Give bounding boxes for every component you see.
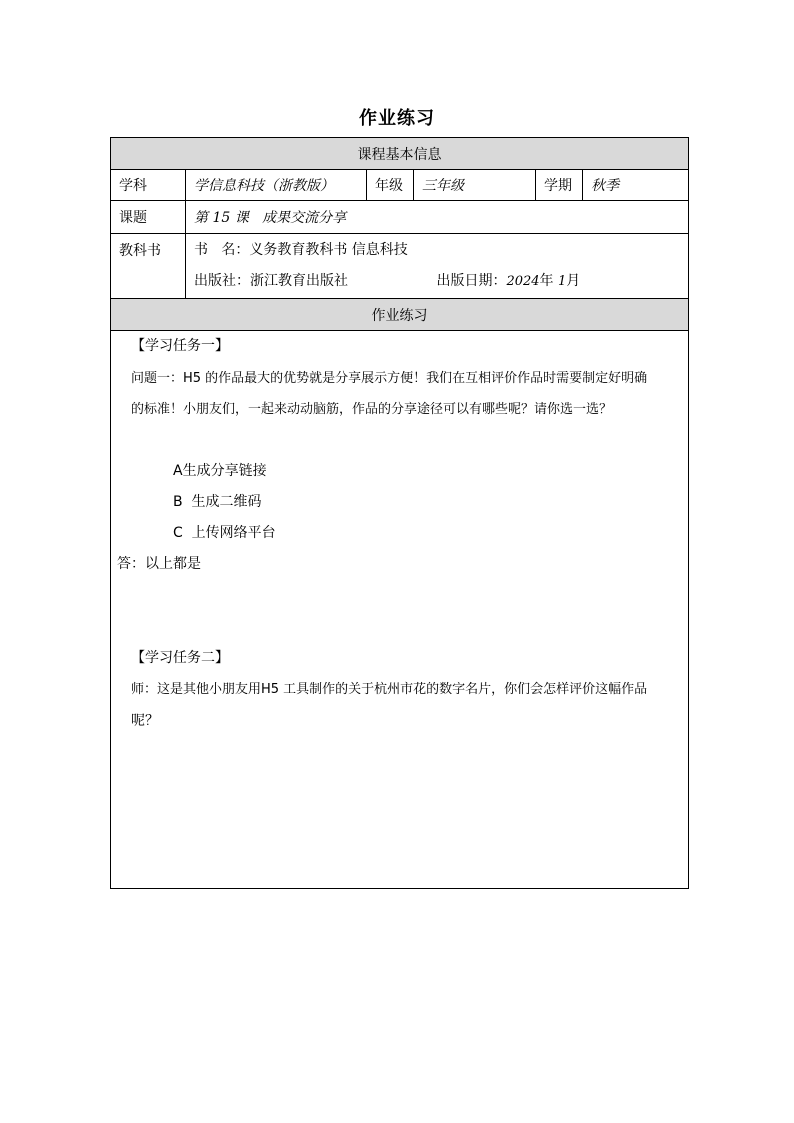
option-a: A生成分享链接 xyxy=(173,463,267,479)
lesson-value: 第 15 课 成果交流分享 xyxy=(186,201,689,234)
pub-date-month: 1 xyxy=(558,274,567,289)
task2-question-line1: 师：这是其他小朋友用H5 工具制作的关于杭州市花的数字名片，你们会怎样评价这幅作品 xyxy=(131,682,648,697)
book-name-line xyxy=(194,235,680,266)
pub-date-year-unit: 年 xyxy=(539,273,554,289)
basic-info-header: 课程基本信息 xyxy=(111,138,689,170)
option-c: C 上传网络平台 xyxy=(173,525,276,541)
pub-date-year: 2024 xyxy=(506,274,540,289)
subject-label: 学科 xyxy=(111,170,186,201)
term-value: 秋季 xyxy=(583,170,689,201)
task2-title: 【学习任务二】 xyxy=(131,650,229,666)
lesson-label: 课题 xyxy=(111,201,186,234)
grade-label: 年级 xyxy=(367,170,414,201)
task1-answer: 答：以上都是 xyxy=(117,556,201,572)
textbook-label: 教科书 xyxy=(111,234,186,299)
option-b: B 生成二维码 xyxy=(173,494,262,510)
pub-date-label: 出版日期： xyxy=(436,273,507,289)
book-name-value: 义务教育教科书 信息科技 xyxy=(249,242,408,258)
pub-date-month-unit: 月 xyxy=(566,273,581,289)
grade-value: 三年级 xyxy=(414,170,536,201)
subject-value: 学信息科技（浙教版） xyxy=(186,170,367,201)
task1-title: 【学习任务一】 xyxy=(131,338,229,354)
lesson-info-table xyxy=(110,137,689,889)
task1-question-line1: 问题一：H5 的作品最大的优势就是分享展示方便！我们在互相评价作品时需要制定好明确 xyxy=(131,371,648,386)
book-name-label: 书 名： xyxy=(194,242,250,258)
homework-header: 作业练习 xyxy=(111,299,689,331)
publication-date xyxy=(436,266,580,297)
task1-question-line2: 的标准！小朋友们，一起来动动脑筋，作品的分享途径可以有哪些呢？请你选一选？ xyxy=(131,402,613,417)
term-label: 学期 xyxy=(536,170,583,201)
publisher-line xyxy=(194,266,680,297)
document-title: 作业练习 xyxy=(359,108,435,129)
publisher-label: 出版社： xyxy=(194,273,250,289)
task2-question-line2: 呢？ xyxy=(131,713,159,729)
homework-content xyxy=(111,331,689,889)
textbook-details xyxy=(186,234,689,299)
publisher-value: 浙江教育出版社 xyxy=(250,273,348,289)
